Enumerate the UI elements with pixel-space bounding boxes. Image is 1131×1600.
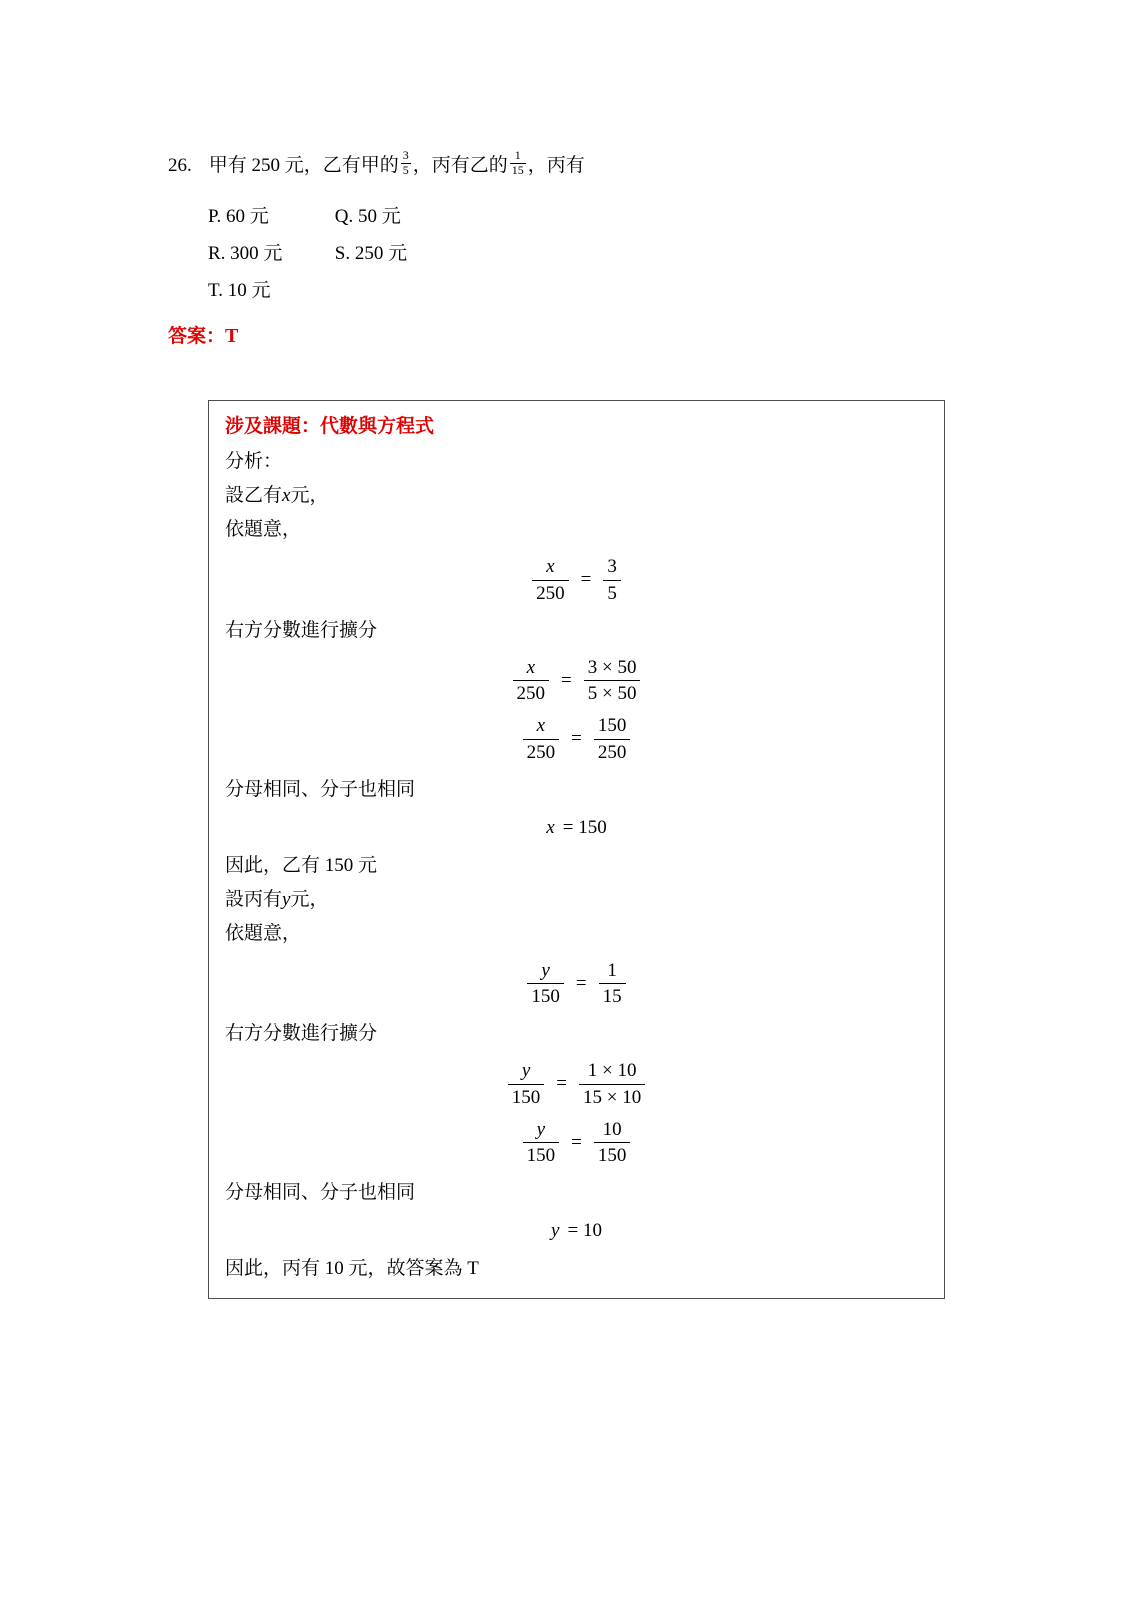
same-denominator-line-1: 分母相同、分子也相同 <box>225 778 416 800</box>
expand-line-1: 右方分數進行擴分 <box>225 619 378 641</box>
premise-line-1: 依題意， <box>225 519 302 540</box>
premise-line-2: 依題意， <box>225 922 302 944</box>
fraction-denominator: 250 <box>597 741 627 763</box>
variable-y: y <box>282 888 291 910</box>
fraction-numerator: 3 <box>603 555 621 581</box>
setup-text-pre: 設丙有 <box>225 888 283 910</box>
fraction-rhs <box>599 959 626 1010</box>
fraction-rhs <box>603 555 621 606</box>
setup-line-2 <box>225 883 928 917</box>
conclusion-line-1: 因此，乙有 150 元 <box>225 854 378 876</box>
answer-line <box>168 319 968 354</box>
fraction-numerator: 3 <box>402 148 409 163</box>
fraction-denominator: 250 <box>516 683 546 705</box>
fraction-denominator: 5 × 50 <box>587 683 637 705</box>
fraction-numerator: 3 × 50 <box>584 656 641 682</box>
options-row-2 <box>208 235 968 272</box>
document-content <box>168 146 968 1299</box>
inline-fraction-three-fifths <box>401 149 411 178</box>
answer-label: 答案： <box>168 326 226 347</box>
equals-sign: = <box>571 728 582 750</box>
option-q: Q. 50 元 <box>334 206 401 227</box>
question-text-3: ，丙有 <box>527 155 585 176</box>
question-line <box>168 146 968 186</box>
fraction-rhs <box>579 1059 645 1110</box>
fraction-lhs <box>527 959 564 1010</box>
fraction-numerator: 10 <box>594 1118 631 1144</box>
variable-x: x <box>282 485 291 506</box>
equation-4 <box>225 813 928 843</box>
analysis-label: 分析： <box>225 451 283 472</box>
fraction-denominator: 5 <box>607 582 617 604</box>
setup-text-post: 元， <box>290 888 329 910</box>
question-number: 26. <box>168 155 192 176</box>
variable-x: x <box>546 816 555 838</box>
inline-fraction-one-fifteenth <box>510 149 526 178</box>
fraction-numerator: 1 <box>510 149 526 164</box>
equation-result: = 10 <box>567 1220 602 1241</box>
fraction-denominator: 150 <box>597 1145 627 1167</box>
equation-6 <box>225 1059 928 1110</box>
options-row-3 <box>208 272 968 309</box>
equation-result: = 150 <box>562 816 607 838</box>
solution-box <box>208 400 945 1299</box>
fraction-numerator: x <box>523 714 560 740</box>
fraction-denominator: 150 <box>526 1145 556 1167</box>
equals-sign: = <box>556 1073 567 1095</box>
variable-y: y <box>551 1220 560 1241</box>
fraction-numerator: y <box>523 1118 560 1144</box>
equation-8 <box>225 1216 928 1246</box>
option-r: R. 300 元 <box>208 243 283 264</box>
fraction-numerator: y <box>527 959 564 985</box>
options-row-1 <box>208 198 968 235</box>
equation-7 <box>225 1118 928 1169</box>
answer-value: T <box>225 325 239 347</box>
fraction-lhs <box>532 555 569 606</box>
solution-topic: 涉及課題：代數與方程式 <box>225 416 435 437</box>
fraction-numerator: 150 <box>594 714 631 740</box>
fraction-numerator: 1 × 10 <box>579 1059 645 1085</box>
equals-sign: = <box>561 669 572 691</box>
fraction-denominator: 250 <box>536 582 565 604</box>
setup-text-pre: 設乙有 <box>225 485 283 506</box>
expand-line-2: 右方分數進行擴分 <box>225 1023 378 1044</box>
fraction-denominator: 15 <box>602 986 622 1008</box>
equals-sign: = <box>575 972 587 994</box>
fraction-denominator: 5 <box>402 163 409 178</box>
conclusion-line-2: 因此，丙有 10 元，故答案為 T <box>225 1258 479 1279</box>
equation-5 <box>225 959 928 1010</box>
option-t: T. 10 元 <box>208 280 271 301</box>
setup-text-post: 元， <box>290 485 329 506</box>
fraction-denominator: 15 × 10 <box>583 1086 642 1108</box>
fraction-numerator: x <box>532 555 569 581</box>
fraction-lhs <box>513 656 550 707</box>
same-denominator-line-2: 分母相同、分子也相同 <box>225 1182 416 1203</box>
option-s: S. 250 元 <box>334 243 408 264</box>
fraction-denominator: 15 <box>511 163 524 178</box>
fraction-denominator: 150 <box>531 986 560 1008</box>
fraction-numerator: y <box>508 1059 545 1085</box>
options-list <box>208 198 968 309</box>
fraction-denominator: 250 <box>526 741 556 763</box>
equals-sign: = <box>571 1131 582 1153</box>
question-text-1: 甲有 250 元，乙有甲的 <box>208 155 399 176</box>
fraction-denominator: 150 <box>511 1086 541 1108</box>
fraction-rhs <box>594 1118 631 1169</box>
fraction-numerator: 1 <box>599 959 626 985</box>
equation-2 <box>225 656 928 707</box>
option-p: P. 60 元 <box>208 206 269 227</box>
setup-line-1 <box>225 479 928 513</box>
equals-sign: = <box>580 569 592 591</box>
question-text-2: ，丙有乙的 <box>412 155 508 176</box>
fraction-rhs <box>594 714 631 765</box>
fraction-lhs <box>523 714 560 765</box>
equation-1 <box>225 555 928 606</box>
equation-3 <box>225 714 928 765</box>
fraction-rhs <box>584 656 641 707</box>
fraction-lhs <box>523 1118 560 1169</box>
fraction-lhs <box>508 1059 545 1110</box>
fraction-numerator: x <box>513 656 550 682</box>
